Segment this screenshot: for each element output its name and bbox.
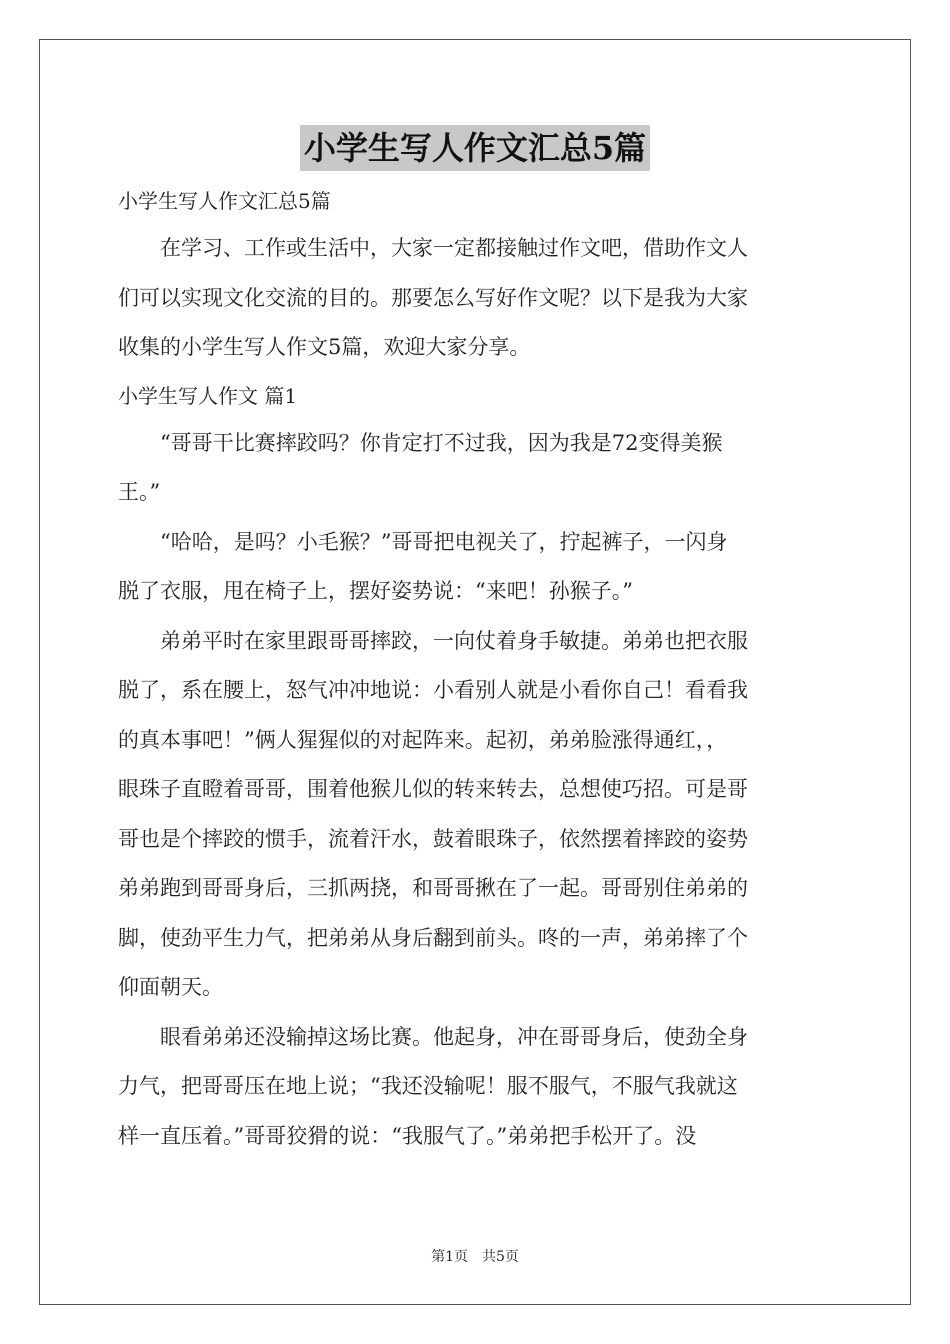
text-line: 样一直压着。”哥哥狡猾的说：“我服气了。”弟弟把手松开了。没: [118, 1123, 697, 1148]
text-line: 眼看弟弟还没输掉这场比赛。他起身，冲在哥哥身后，使劲全身: [118, 1024, 748, 1049]
text-line: 脱了衣服，甩在椅子上，摆好姿势说：“来吧！孙猴子。”: [118, 579, 633, 603]
document-title: 小学生写人作文汇总5篇: [300, 125, 650, 171]
text-line: 收集的小学生写人作文5篇，欢迎大家分享。: [118, 335, 531, 359]
text-line: 仰面朝天。: [118, 975, 223, 999]
text-line: 脱了，系在腰上，怒气冲冲地说：小看别人就是小看你自己！看看我: [118, 678, 748, 702]
page-footer: 第1页 共5页: [431, 1249, 519, 1265]
text-line: 王。”: [118, 480, 161, 504]
text-line: 的真本事吧！”俩人猩猩似的对起阵来。起初，弟弟脸涨得通红，，: [118, 727, 728, 752]
text-line: 弟弟平时在家里跟哥哥摔跤，一向仗着身手敏捷。弟弟也把衣服: [118, 628, 748, 653]
text-line: 在学习、工作或生活中，大家一定都接触过作文吧，借助作文人: [118, 236, 748, 260]
section-heading: 小学生写人作文 篇1: [118, 383, 298, 408]
title-wrap: [0, 125, 950, 171]
text-line: 弟弟跑到哥哥身后，三抓两挠，和哥哥揪在了一起。哥哥别住弟弟的: [118, 876, 748, 900]
text-line: “哈哈，是吗？小毛猴？”哥哥把电视关了，拧起裤子，一闪身: [118, 529, 728, 554]
text-line: “哥哥干比赛摔跤吗？你肯定打不过我，因为我是72变得美猴: [118, 430, 723, 455]
text-line: 哥也是个摔跤的惯手，流着汗水，鼓着眼珠子，依然摆着摔跤的姿势: [118, 826, 748, 851]
text-line: 眼珠子直瞪着哥哥，围着他猴儿似的转来转去，总想使巧招。可是哥: [118, 777, 748, 801]
text-line: 们可以实现文化交流的目的。那要怎么写好作文呢？以下是我为大家: [118, 285, 748, 310]
subtitle-line: 小学生写人作文汇总5篇: [118, 189, 331, 213]
document-body: [118, 178, 834, 1161]
text-line: 力气，把哥哥压在地上说；“我还没输呢！服不服气，不服气我就这: [118, 1074, 738, 1098]
text-line: 脚，使劲平生力气，把弟弟从身后翻到前头。咚的一声，弟弟摔了个: [118, 925, 748, 950]
